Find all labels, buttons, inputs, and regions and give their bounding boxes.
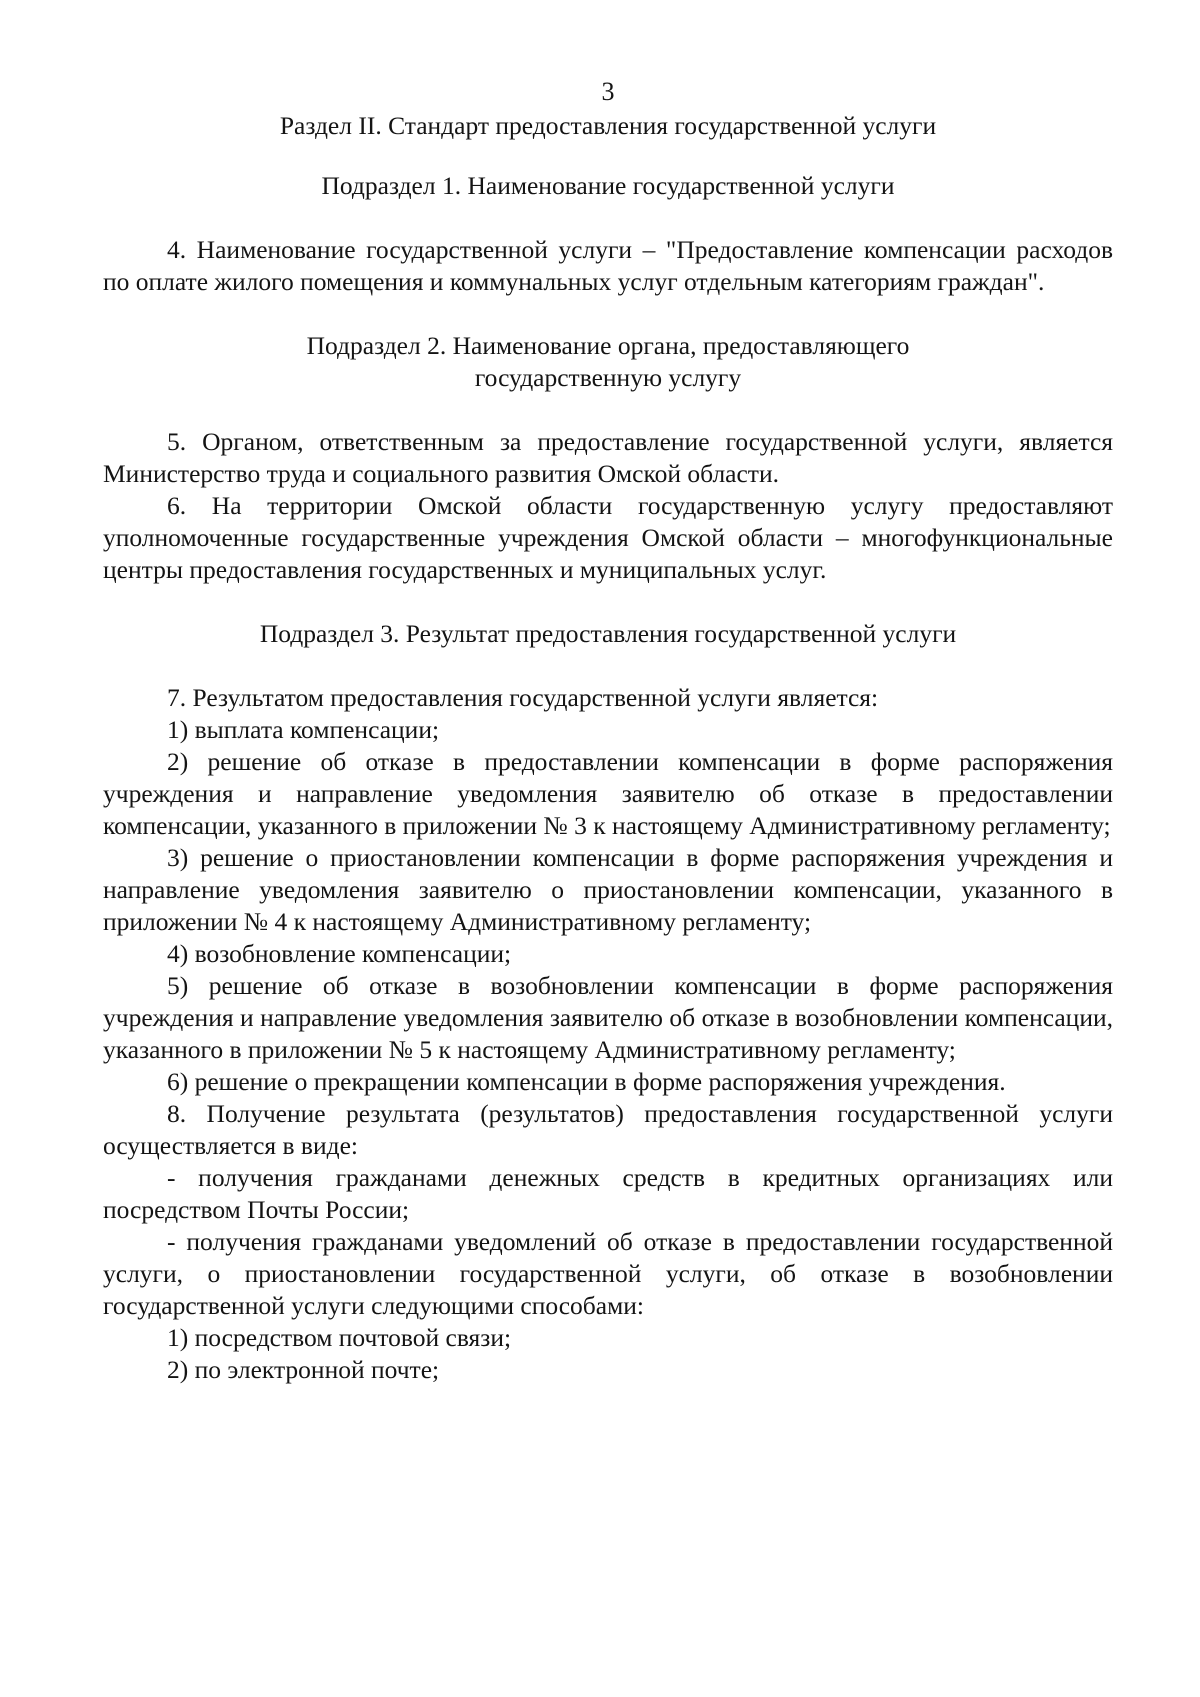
paragraph-8-item-a: - получения гражданами денежных средств в кредитных организациях или посредством Почты России; <box>103 1163 1113 1224</box>
paragraph-7-item-2: 2) решение об отказе в предоставлении компенсации в форме распоряжения учреждения и направление уведомления заявителю об отказе в предоставлении компенсации, указанного в приложении № 3 к настоящему Административному регламенту; <box>103 747 1113 840</box>
document-page <box>103 76 1113 1386</box>
paragraph-8-item-b-2: 2) по электронной почте; <box>167 1355 440 1384</box>
subsection-2-title-line-1: Подраздел 2. Наименование органа, предоставляющего <box>306 331 910 360</box>
section-title: Раздел II. Стандарт предоставления государственной услуги <box>279 111 937 140</box>
paragraph-7-item-4: 4) возобновление компенсации; <box>167 939 512 968</box>
paragraph-7-item-5: 5) решение об отказе в возобновлении компенсации в форме распоряжения учреждения и направление уведомления заявителю об отказе в возобновлении компенсации, указанного в приложении № 5 к настоящему Административному регламенту; <box>103 971 1113 1064</box>
subsection-1-title: Подраздел 1. Наименование государственной услуги <box>321 171 895 200</box>
page-number: 3 <box>601 77 615 106</box>
paragraph-7-item-3: 3) решение о приостановлении компенсации в форме распоряжения учреждения и направление уведомления заявителю о приостановлении компенсации, указанного в приложении № 4 к настоящему Административному регламенту; <box>103 843 1113 936</box>
subsection-3-title: Подраздел 3. Результат предоставления государственной услуги <box>259 619 957 648</box>
paragraph-6: 6. На территории Омской области государственную услугу предоставляют уполномоченные государственные учреждения Омской области – многофункциональные центры предоставления государственных и муниципальных услуг. <box>103 491 1113 584</box>
subsection-2-title-line-2: государственную услугу <box>474 363 742 392</box>
subsection-2-title <box>103 330 1113 394</box>
paragraph-7-item-1: 1) выплата компенсации; <box>167 715 440 744</box>
paragraph-8: 8. Получение результата (результатов) предоставления государственной услуги осуществляется в виде: <box>103 1099 1113 1160</box>
paragraph-8-item-b: - получения гражданами уведомлений об отказе в предоставлении государственной услуги, о приостановлении государственной услуги, об отказе в возобновлении государственной услуги следующими способами: <box>103 1227 1113 1320</box>
paragraph-4: 4. Наименование государственной услуги – "Предоставление компенсации расходов по оплате жилого помещения и коммунальных услуг отдельным категориям граждан". <box>103 235 1113 296</box>
paragraph-7: 7. Результатом предоставления государственной услуги является: <box>167 683 879 712</box>
paragraph-7-item-6: 6) решение о прекращении компенсации в форме распоряжения учреждения. <box>167 1067 1006 1096</box>
paragraph-8-item-b-1: 1) посредством почтовой связи; <box>167 1323 512 1352</box>
paragraph-5: 5. Органом, ответственным за предоставление государственной услуги, является Министерство труда и социального развития Омской области. <box>103 427 1113 488</box>
